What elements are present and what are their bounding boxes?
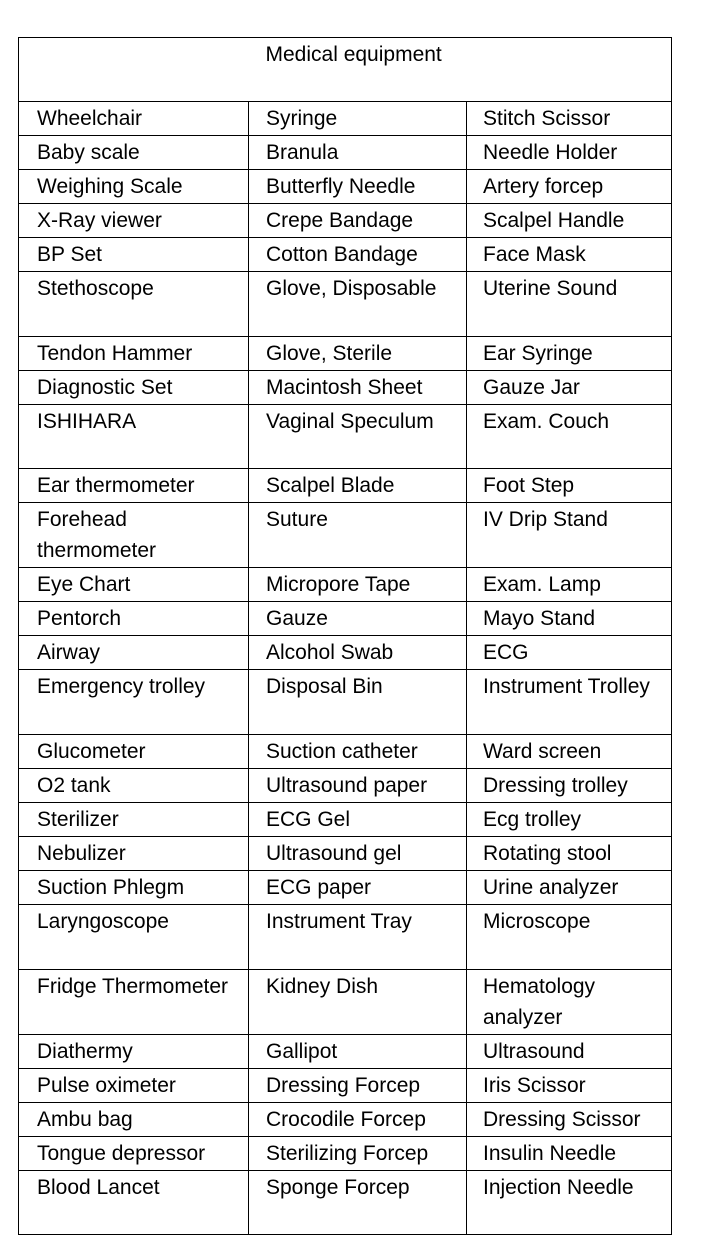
table-cell: Fridge Thermometer — [19, 969, 249, 1034]
table-cell: Diagnostic Set — [19, 370, 249, 404]
table-row — [19, 905, 672, 970]
table-cell: Sponge Forcep — [249, 1170, 467, 1235]
table-cell: Glove, Disposable — [249, 272, 467, 337]
table-cell: Ear thermometer — [19, 469, 249, 503]
table-cell: ECG paper — [249, 871, 467, 905]
equipment-table-body — [19, 38, 672, 1235]
table-cell: Butterfly Needle — [249, 170, 467, 204]
table-cell: Micropore Tape — [249, 568, 467, 602]
table-cell: Gallipot — [249, 1034, 467, 1068]
table-cell: Gauze — [249, 602, 467, 636]
table-cell: Disposal Bin — [249, 670, 467, 735]
table-row — [19, 636, 672, 670]
table-cell: Pentorch — [19, 602, 249, 636]
table-row — [19, 871, 672, 905]
table-cell: Ultrasound — [467, 1034, 672, 1068]
table-cell: Instrument Trolley — [467, 670, 672, 735]
table-cell: Ambu bag — [19, 1102, 249, 1136]
table-cell: Weighing Scale — [19, 170, 249, 204]
table-cell: Suction catheter — [249, 735, 467, 769]
table-row — [19, 735, 672, 769]
table-cell: Branula — [249, 136, 467, 170]
table-row — [19, 769, 672, 803]
table-cell: Diathermy — [19, 1034, 249, 1068]
table-cell: Alcohol Swab — [249, 636, 467, 670]
table-cell: Glove, Sterile — [249, 336, 467, 370]
table-cell: Tongue depressor — [19, 1136, 249, 1170]
table-cell: Foot Step — [467, 469, 672, 503]
table-cell: Insulin Needle — [467, 1136, 672, 1170]
table-cell: Mayo Stand — [467, 602, 672, 636]
table-row — [19, 1102, 672, 1136]
table-cell: Vaginal Speculum — [249, 404, 467, 469]
equipment-table — [18, 37, 672, 1235]
table-cell: Exam. Lamp — [467, 568, 672, 602]
table-cell: X-Ray viewer — [19, 204, 249, 238]
table-cell: Needle Holder — [467, 136, 672, 170]
table-cell: Suture — [249, 503, 467, 568]
table-cell: Baby scale — [19, 136, 249, 170]
table-cell: Artery forcep — [467, 170, 672, 204]
table-cell: Tendon Hammer — [19, 336, 249, 370]
table-cell: Hematology analyzer — [467, 969, 672, 1034]
table-cell: Cotton Bandage — [249, 238, 467, 272]
table-row — [19, 969, 672, 1034]
table-row — [19, 803, 672, 837]
table-row — [19, 1136, 672, 1170]
table-cell: ISHIHARA — [19, 404, 249, 469]
table-cell: Nebulizer — [19, 837, 249, 871]
header-empty-cell — [19, 38, 249, 102]
table-cell: Crepe Bandage — [249, 204, 467, 238]
table-cell: Microscope — [467, 905, 672, 970]
table-cell: Sterilizing Forcep — [249, 1136, 467, 1170]
table-cell: Scalpel Handle — [467, 204, 672, 238]
table-row — [19, 170, 672, 204]
table-cell: Stethoscope — [19, 272, 249, 337]
table-header-row — [19, 38, 672, 102]
table-row — [19, 1034, 672, 1068]
table-cell: Kidney Dish — [249, 969, 467, 1034]
table-row — [19, 568, 672, 602]
table-row — [19, 370, 672, 404]
table-cell: Blood Lancet — [19, 1170, 249, 1235]
table-cell: Macintosh Sheet — [249, 370, 467, 404]
table-cell: Ultrasound paper — [249, 769, 467, 803]
table-cell: Ward screen — [467, 735, 672, 769]
table-row — [19, 136, 672, 170]
table-cell: Urine analyzer — [467, 871, 672, 905]
table-cell: Forehead thermometer — [19, 503, 249, 568]
table-row — [19, 670, 672, 735]
table-row — [19, 602, 672, 636]
table-cell: Stitch Scissor — [467, 102, 672, 136]
table-cell: Emergency trolley — [19, 670, 249, 735]
table-row — [19, 238, 672, 272]
table-cell: O2 tank — [19, 769, 249, 803]
table-row — [19, 469, 672, 503]
table-row — [19, 837, 672, 871]
table-cell: Laryngoscope — [19, 905, 249, 970]
table-cell: Scalpel Blade — [249, 469, 467, 503]
table-row — [19, 204, 672, 238]
table-row — [19, 503, 672, 568]
table-cell: Uterine Sound — [467, 272, 672, 337]
table-row — [19, 336, 672, 370]
table-cell: Instrument Tray — [249, 905, 467, 970]
table-cell: Dressing Scissor — [467, 1102, 672, 1136]
table-cell: Ultrasound gel — [249, 837, 467, 871]
table-row — [19, 1068, 672, 1102]
table-cell: Airway — [19, 636, 249, 670]
table-cell: Eye Chart — [19, 568, 249, 602]
table-cell: ECG — [467, 636, 672, 670]
table-cell: IV Drip Stand — [467, 503, 672, 568]
table-cell: Face Mask — [467, 238, 672, 272]
table-cell: ECG Gel — [249, 803, 467, 837]
table-cell: BP Set — [19, 238, 249, 272]
table-cell: Injection Needle — [467, 1170, 672, 1235]
table-row — [19, 1170, 672, 1235]
table-cell: Pulse oximeter — [19, 1068, 249, 1102]
table-row — [19, 272, 672, 337]
table-cell: Ecg trolley — [467, 803, 672, 837]
table-row — [19, 102, 672, 136]
table-cell: Suction Phlegm — [19, 871, 249, 905]
table-cell: Dressing Forcep — [249, 1068, 467, 1102]
table-cell: Rotating stool — [467, 837, 672, 871]
table-cell: Crocodile Forcep — [249, 1102, 467, 1136]
table-cell: Gauze Jar — [467, 370, 672, 404]
table-cell: Ear Syringe — [467, 336, 672, 370]
table-cell: Syringe — [249, 102, 467, 136]
table-cell: Glucometer — [19, 735, 249, 769]
table-header-title: Medical equipment — [249, 38, 672, 102]
table-cell: Sterilizer — [19, 803, 249, 837]
table-row — [19, 404, 672, 469]
table-cell: Exam. Couch — [467, 404, 672, 469]
table-cell: Wheelchair — [19, 102, 249, 136]
table-cell: Iris Scissor — [467, 1068, 672, 1102]
table-cell: Dressing trolley — [467, 769, 672, 803]
